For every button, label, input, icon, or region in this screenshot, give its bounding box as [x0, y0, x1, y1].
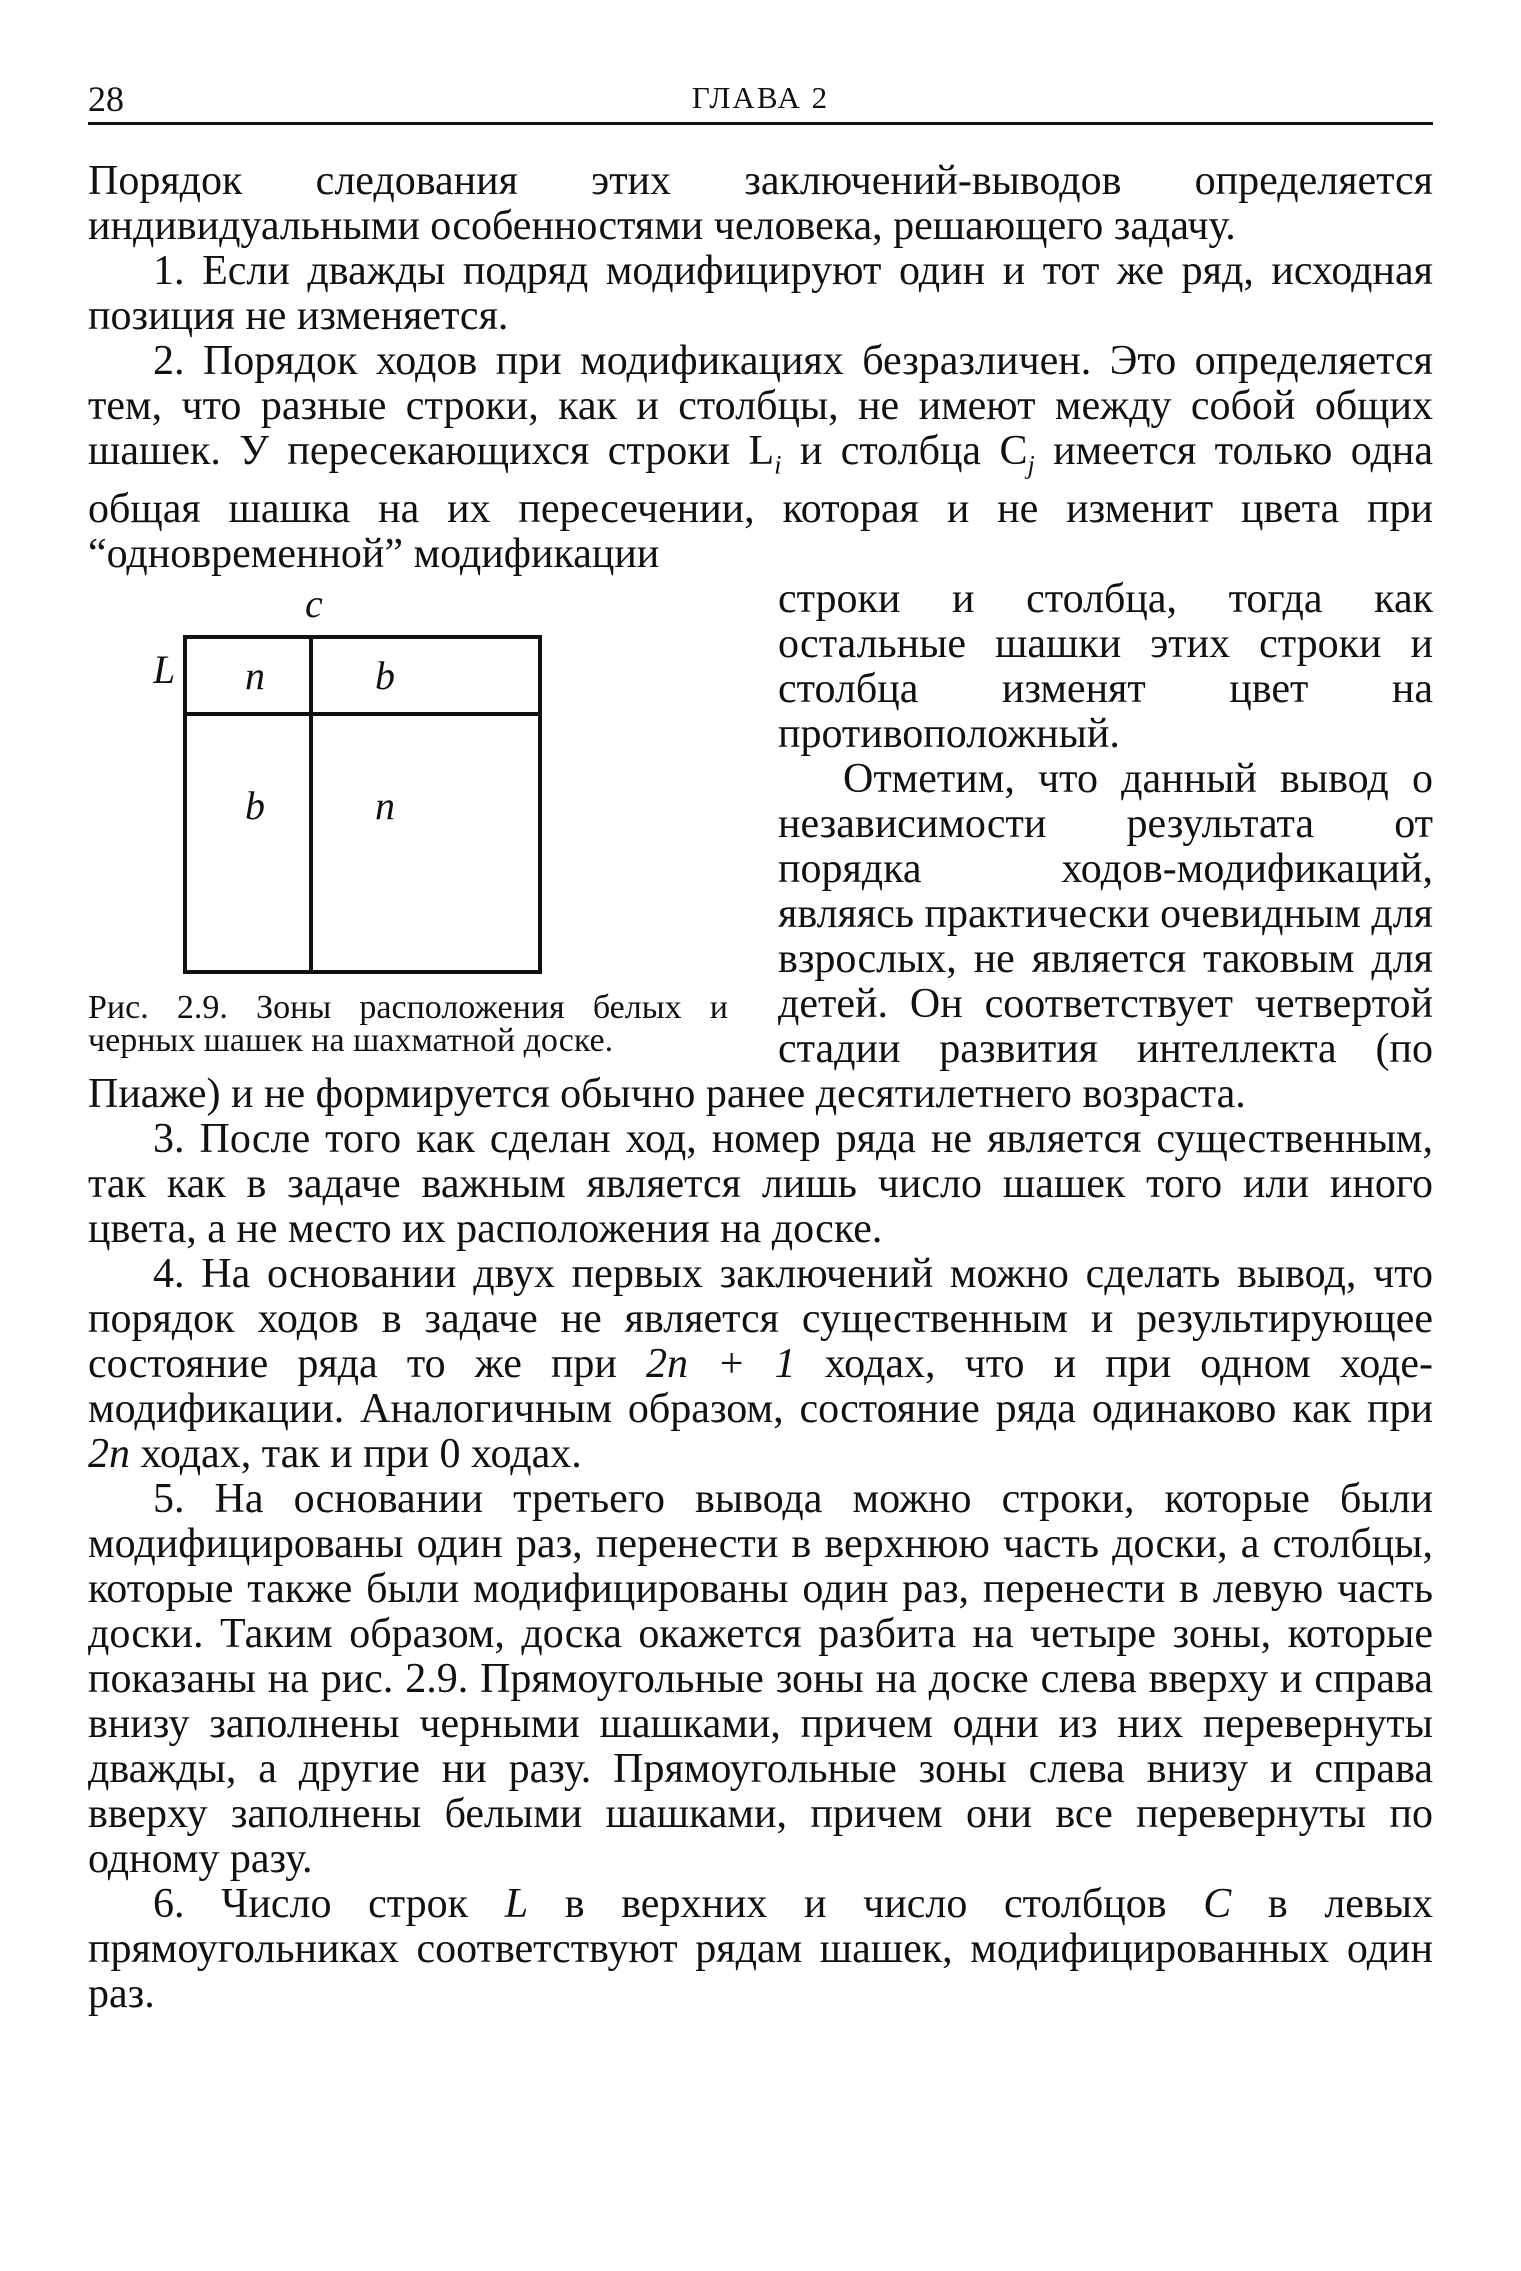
cell-bottom-left: b — [245, 783, 265, 829]
row-label-l: L — [153, 647, 176, 693]
subscript-j: j — [1027, 450, 1035, 480]
symbol-c: C — [1203, 1881, 1232, 1928]
paragraph-intro: Порядок следования этих заключений-выводов определяется индивидуальными особенностями человека, решающего задачу. — [88, 158, 1433, 249]
paragraph-6-b: в верхних и число столбцов — [528, 1881, 1204, 1928]
paragraph-4-b: ходах, что и при одном ходе-модификации. Аналогичным образом, состояние ряда одинаково как при — [88, 1341, 1434, 1433]
paragraph-3: 3. После того как сделан ход, номер ряда не является существенным, так как в задаче важным является лишь число шашек того или иного цвета, а не место их расположения на доске. — [88, 1116, 1433, 1253]
figure-caption: Рис. 2.9. Зоны расположения белых и черных шашек на шахматной доске. — [88, 989, 728, 1060]
paragraph-4-c: ходах, так и при 0 ходах. — [130, 1431, 582, 1478]
paragraph-6-c: в левых прямоугольниках соответствуют рядам шашек, модифицированных один раз. — [88, 1881, 1433, 2018]
paragraph-2-mid: и столбца C — [781, 428, 1028, 474]
formula-2n-plus-1: 2n + 1 — [646, 1341, 796, 1388]
paragraph-2 — [88, 339, 1433, 577]
figure-2-9 — [88, 577, 728, 1060]
formula-2n: 2n — [88, 1431, 130, 1478]
chapter-title: ГЛАВА 2 — [691, 80, 830, 115]
page-header — [88, 70, 1433, 125]
board-outline — [185, 637, 540, 972]
page-number: 28 — [88, 79, 124, 119]
book-page — [88, 70, 1433, 2017]
paragraph-2-continued: строки и столбца, тогда как остальные шашки этих строки и столбца изменят цвет на противоположный. — [778, 576, 1433, 758]
subscript-i: i — [774, 450, 782, 480]
board-zones-diagram — [153, 577, 673, 977]
paragraph-4-a: 4. На основании двух первых заключений можно сделать вывод, что порядок ходов в задаче не является существенным и результирующее состояние ряда то же при — [88, 1251, 1433, 1388]
paragraph-4 — [88, 1252, 1433, 1477]
paragraph-2-text: 2. Порядок ходов при модификациях безразличен. Это определяется тем, что разные строки, как и столбцы, не имеют между собой общих шашек. У пересекающихся строки L — [88, 338, 1433, 474]
paragraph-5: 5. На основании третьего вывода можно строки, которые были модифицированы один раз, перенести в верхнюю часть доски, а столбцы, которые также были модифицированы один раз, перенести в левую часть доски. Таким образом, доска окажется разбита на четыре зоны, которые показаны на рис. 2.9. Прямоугольные зоны на доске слева вверху и справа внизу заполнены черными шашками, причем одни из них перевернуты дважды, а другие ни разу. Прямоугольные зоны слева внизу и справа вверху заполнены белыми шашками, причем они все перевернуты по одному разу. — [88, 1476, 1433, 1883]
symbol-l: L — [504, 1881, 529, 1928]
paragraph-1: 1. Если дважды подряд модифицируют один и тот же ряд, исходная позиция не изменяется. — [88, 248, 1433, 339]
cell-top-left: n — [245, 653, 265, 699]
paragraph-6 — [88, 1882, 1433, 2017]
paragraph-2-end: имеется только одна общая шашка на их пересечении, которая и не изменит цвета при “одновременной” модификации — [88, 428, 1433, 578]
column-label-c: c — [305, 581, 323, 627]
cell-top-right: b — [375, 653, 395, 699]
cell-bottom-right: n — [375, 783, 395, 829]
paragraph-6-a: 6. Число строк — [153, 1881, 505, 1928]
paragraph-note: Отметим, что данный вывод о независимости результата от порядка ходов-модификаций, являясь практически очевидным для взрослых, не является таковым для детей. Он соответствует четвертой стадии развития интеллекта (по Пиаже) и не формируется обычно ранее десятилетнего возраста. — [88, 756, 1433, 1118]
